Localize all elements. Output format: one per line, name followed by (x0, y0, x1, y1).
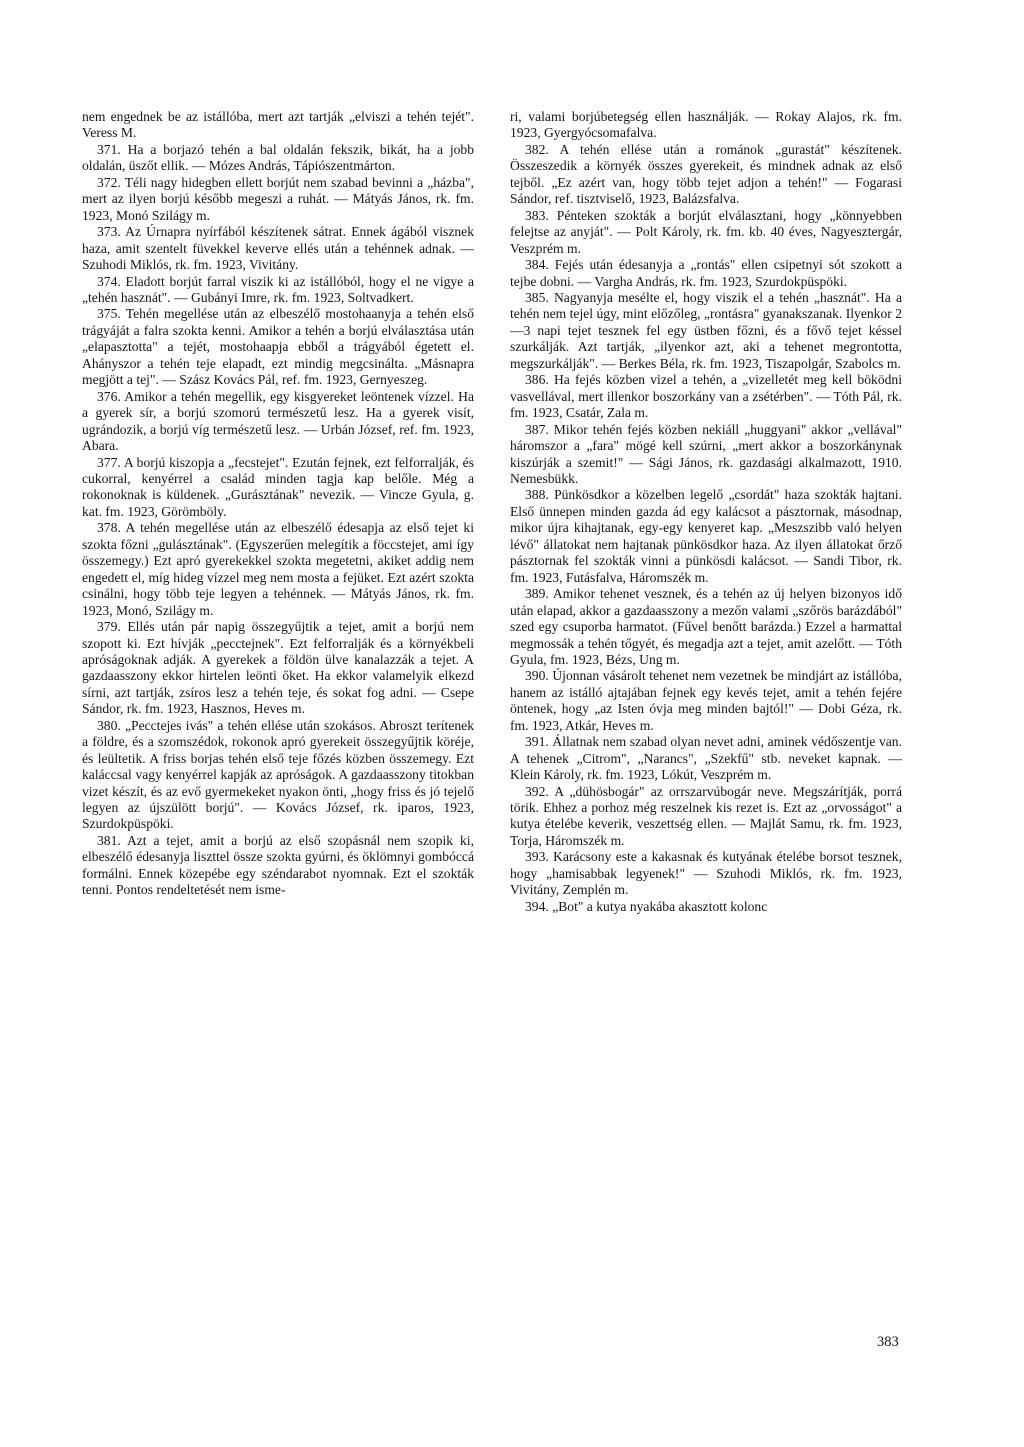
entry-378: 378. A tehén megellése után az elbeszélő édesapja az első tejet ki szokta főzni „gulásztának". (Egyszerűen melegítik a föccstejet, ami így összemegy.) Ezt apró gyerekekkel szokta megetetni, akiket addig nem engedett el, míg hideg vízzel meg nem mosta a fejüket. Ezt azért szokta csinálni, hogy több teje legyen a tehénnek. — Mátyás János, rk. fm. 1923, Monó, Szilágy m. (82, 520, 474, 618)
entry-376: 376. Amikor a tehén megellik, egy kisgyereket leöntenek vízzel. Ha a gyerek sír, a borjú szomorú természetű lesz. Ha a gyerek visít, ugrándozik, a borjú víg természetű lesz. — Urbán József, ref. fm. 1923, Abara. (82, 388, 474, 454)
entry-377: 377. A borjú kiszopja a „fecstejet". Ezután fejnek, ezt felforralják, és cukorral, kenyérrel a család minden tagja kap belőle. Még a rokonoknak is küldenek. „Gurásztának" nevezik. — Vincze Gyula, g. kat. fm. 1923, Görömböly. (82, 454, 474, 519)
entry-371: 371. Ha a borjazó tehén a bal oldalán fekszik, bikát, ha a jobb oldalán, üszőt ellik. — Mózes András, Tápiószentmárton. (82, 141, 474, 174)
paragraph-continuation: nem engednek be az istállóba, mert azt tartják „elviszi a tehén tejét". Veress M. (82, 109, 474, 141)
paragraph-continuation: ri, valami borjúbetegség ellen használják. — Rokay Alajos, rk. fm. 1923, Gyergyócsomafalva. (510, 109, 902, 141)
entry-374: 374. Eladott borjút farral viszik ki az istállóból, hogy el ne vigye a „tehén hasznát". — Gubányi Imre, rk. fm. 1923, Soltvadkert. (82, 273, 474, 305)
right-text-column (510, 109, 902, 915)
entry-392: 392. A „dühösbogár" az orrszarvúbogár neve. Megszárítják, porrá törik. Ehhez a porhoz még reszelnek kis rezet is. Ezt az „orvosságot" a kutya ételébe keverik, veszettség ellen. — Majlát Samu, rk. fm. 1923, Torja, Háromszék m. (510, 783, 902, 848)
left-text-column (82, 109, 474, 899)
entry-394: 394. „Bot" a kutya nyakába akasztott kolonc (525, 898, 768, 914)
entry-393: 393. Karácsony este a kakasnak és kutyának ételébe borsot tesznek, hogy „hamisabbak legyenek!" — Szuhodi Miklós, rk. fm. 1923, Vivitány, Zemplén m. (510, 849, 902, 898)
entry-375: 375. Tehén megellése után az elbeszélő mostohaanyja a tehén első trágyáját a falra szokta kenni. Amikor a tehén a borjú elválasztása után „elapasztotta" a tejét, mostohaapja ebből a trágyából égetett el. Ahányszor a tehén teje elapadt, ezt mindig megcsinálta. „Másnapra megjött a tej". — Szász Kovács Pál, ref. fm. 1923, Gernyeszeg. (82, 306, 474, 388)
entry-383: 383. Pénteken szokták a borjút elválasztani, hogy „könnyebben felejtse az anyját". — Polt Károly, rk. fm. kb. 40 éves, Nagyesztergár, Veszprém m. (510, 207, 902, 256)
entry-385: 385. Nagyanyja mesélte el, hogy viszik el a tehén „hasznát". Ha a tehén nem tejel úgy, mint előzőleg, „rontásra" gyanakszanak. Ilyenkor 2—3 napi tejet tesznek fel egy üstben főzni, és a fővő tejet késsel szurkálják. Azt tartják, „ilyenkor azt, aki a tehenet megrontotta, megszurkálják". — Berkes Béla, rk. fm. 1923, Tiszapolgár, Szabolcs m. (510, 289, 902, 371)
entry-388: 388. Pünkösdkor a közelben legelő „csordát" haza szokták hajtani. Első ünnepen minden gazda ád egy kalácsot a pásztornak, másodnap, mikor újra kihajtanak, egy-egy kenyeret kap. „Meszszibb való helyen lévő" állatokat nem hajtanak pünkösdkor haza. Az ilyen állatokat őrző pásztornak fel szokták vinni a pünkösdi kalácsot. — Sandi Tibor, rk. fm. 1923, Futásfalva, Háromszék m. (510, 487, 902, 585)
page-number: 383 (877, 1334, 899, 1350)
entry-382: 382. A tehén ellése után a románok „gurastát" készítenek. Összeszedik a környék összes gyerekeit, és mindnek adnak az első tejből. „Ez azért van, hogy több tejet adjon a tehén!" — Fogarasi Sándor, ref. tisztviselő, 1923, Balázsfalva. (510, 141, 902, 207)
entry-384: 384. Fejés után édesanyja a „rontás" ellen csipetnyi sót szokott a tejbe dobni. — Vargha András, rk. fm. 1923, Szurdokpüspöki. (510, 257, 902, 289)
entry-380: 380. „Pecctejes ivás" a tehén ellése után szokásos. Abroszt terítenek a földre, és a szomszédok, rokonok apró gyerekeit összegyűjtik köréje, és leültetik. A friss borjas tehén első teje főzés közben összemegy. Ezt kaláccsal vagy kenyérrel kapják az apróságok. A gazdaasszony titokban vizet készít, és az evő gyermekeket nyakon önti, „hogy friss és jó tejelő legyen az újszülött borjú". — Kovács József, rk. iparos, 1923, Szurdokpüspöki. (82, 717, 474, 832)
entry-390: 390. Újonnan vásárolt tehenet nem vezetnek be mindjárt az istállóba, hanem az istálló ajtajában fejnek egy kevés tejet, amit a tehén fejére öntenek, hogy „az Isten óvja meg minden bajtól!" — Dobi Géza, rk. fm. 1923, Atkár, Heves m. (510, 668, 902, 733)
entry-389: 389. Amikor tehenet vesznek, és a tehén az új helyen bizonyos idő után elapad, akkor a gazdaasszony a mezőn valami „szőrös barázdából" szed egy csuporba harmatot. (Fűvel benőtt barázda.) Ezzel a harmattal megmossák a tehén tőgyét, és megadja azt a tejet, amit azelőtt. — Tóth Gyula, fm. 1923, Bézs, Ung m. (510, 586, 902, 667)
entry-387: 387. Mikor tehén fejés közben nekiáll „huggyani" akkor „vellával" háromszor a „fara" mögé kell szúrni, „mert akkor a boszorkánynak kiszúrják a szemit!" — Sági János, rk. gazdasági alkalmazott, 1910. Nemesbükk. (510, 421, 902, 486)
entry-386: 386. Ha fejés közben vizel a tehén, a „vizelletét meg kell böködni vasvellával, mert illenkor boszorkány van a zsétérben". — Tóth Pál, rk. fm. 1923, Csatár, Zala m. (510, 372, 902, 421)
entry-381: 381. Azt a tejet, amit a borjú az első szopásnál nem szopik ki, elbeszélő édesanyja liszttel össze szokta gyúrni, és öklömnyi gombóccá formálni. Ennek közepébe egy széndarabot nyomnak. Ezt el szokták tenni. Pontos rendeltetését nem isme- (82, 832, 474, 898)
entry-373: 373. Az Úrnapra nyírfából készítenek sátrat. Ennek ágából visznek haza, amit szentelt füvekkel keverve ellés után a tehénnek adnak. — Szuhodi Miklós, rk. fm. 1923, Vivitány. (82, 224, 474, 273)
entry-379: 379. Ellés után pár napig összegyűjtik a tejet, amit a borjú nem szopott ki. Ezt hívják „pecctejnek". Ezt felforralják és a környékbeli apróságoknak adják. A gyerekek a földön ülve kanalazzák a tejet. A gazdaasszony ekkor hirtelen leönti őket. Ha ekkor valamelyik elkezd sírni, azt tartják, zsíros lesz a tehén teje, és sokat fog adni. — Csepe Sándor, rk. fm. 1923, Hasznos, Heves m. (82, 619, 474, 717)
entry-391: 391. Állatnak nem szabad olyan nevet adni, aminek védőszentje van. A tehenek „Citrom", „Narancs", „Szekfű" stb. neveket kapnak. — Klein Károly, rk. fm. 1923, Lókút, Veszprém m. (510, 734, 902, 783)
entry-372: 372. Téli nagy hidegben ellett borjút nem szabad bevinni a „házba", mert az ilyen borjú később megeszi a ruhát. — Mátyás János, rk. fm. 1923, Monó Szilágy m. (82, 174, 474, 223)
